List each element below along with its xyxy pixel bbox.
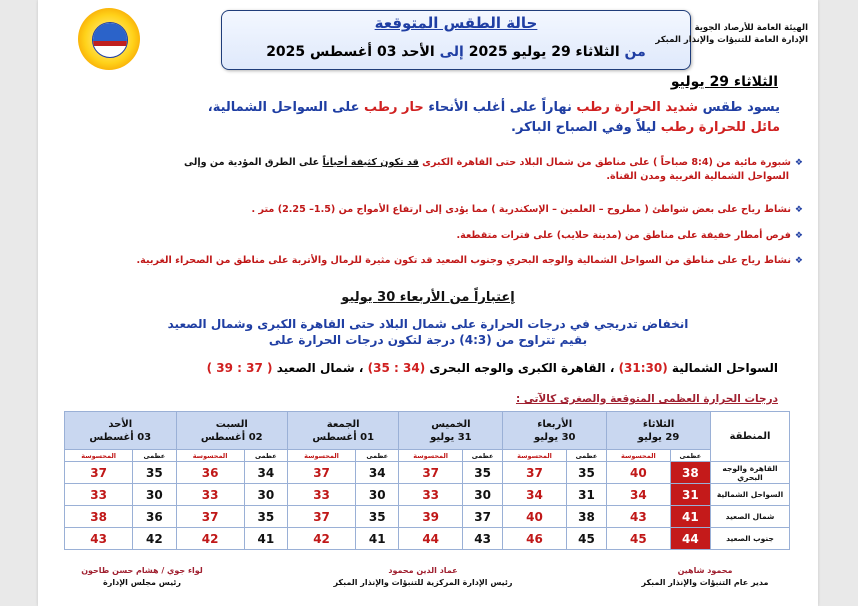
max-cell: 36 [133,506,176,528]
day1-summary: يسود طقس شديد الحرارة رطب نهاراً على أغلب الأنحاء حار رطب على السواحل الشمالية، مائل للحرارة رطب ليلاً وفي الصباح الباكر. [207,100,780,135]
bullet-fog: ❖شبورة مائية من (8:4 صباحاً ) على مناطق من شمال البلاد حتى القاهرة الكبرى قد تكون كثيفة أحياناً على الطرق المؤدية من وإلى السواحل الشمالية الغربية ومدن القناة. [184,157,803,182]
felt-cell: 36 [176,462,244,484]
region-cell: السواحل الشمالية [711,484,790,506]
felt-cell: 37 [399,462,463,484]
felt-label: المحسوسة [176,450,244,462]
day-header: الثلاثاء 29 يوليو [607,412,711,450]
max-cell: 35 [566,462,606,484]
table-subheader-row [65,450,790,462]
table-row [65,528,790,550]
day2-heading: إعتباراً من الأربعاء 30 يوليو [341,290,515,305]
day1-heading: الثلاثاء 29 يوليو [670,74,778,90]
felt-label: المحسوسة [287,450,355,462]
felt-cell: 34 [607,484,671,506]
max-cell: 38 [670,462,710,484]
felt-label: المحسوسة [607,450,671,462]
max-cell: 35 [462,462,502,484]
felt-cell: 42 [176,528,244,550]
max-label: عظمى [356,450,399,462]
felt-cell: 39 [399,506,463,528]
region-cell: جنوب الصعيد [711,528,790,550]
max-cell: 34 [356,462,399,484]
max-cell: 30 [133,484,176,506]
temperature-table [64,411,790,550]
max-label: عظمى [566,450,606,462]
max-cell: 37 [462,506,502,528]
max-cell: 35 [244,506,287,528]
signature-central-head: عماد الدين محمود رئيس الإدارة المركزية للتنبؤات والإنذار المبكر [333,566,513,587]
max-cell: 41 [670,506,710,528]
max-cell: 31 [566,484,606,506]
table-row [65,506,790,528]
day-header: السبت 02 أغسطس [176,412,287,450]
table-row [65,462,790,484]
max-label: عظمى [462,450,502,462]
date-range: من الثلاثاء 29 يوليو 2025 إلى الأحد 03 أغسطس 2025 [266,44,646,60]
signature-chairman: لواء جوي / هشام حسن طاحون رئيس مجلس الإدارة [81,566,203,587]
felt-cell: 37 [287,462,355,484]
table-header-row [65,412,790,450]
bullet-rain: ❖فرص أمطار خفيفة على مناطق من (مدينة حلايب) على فترات متقطعة. [456,230,803,241]
max-cell: 30 [356,484,399,506]
felt-cell: 34 [503,484,567,506]
day2-temperatures: السواحل الشمالية (31:30) ، القاهرة الكبرى والوجه البحرى (34 : 35) ، شمال الصعيد ( 37 : 39 ) [206,361,778,375]
max-cell: 30 [462,484,502,506]
region-cell: القاهرة والوجه البحري [711,462,790,484]
document-title: حالة الطقس المتوقعة [374,14,538,32]
table-title: درجات الحرارة العظمى المتوقعة والصغرى كالآتى : [515,393,778,405]
max-cell: 35 [356,506,399,528]
bullet-wind-dust: ❖نشاط رياح على مناطق من السواحل الشمالية والوجه البحري وجنوب الصعيد قد تكون مثيرة للرمال والأتربة على مناطق من الصحراء الغربية. [136,255,803,266]
max-label: عظمى [244,450,287,462]
region-cell: شمال الصعيد [711,506,790,528]
felt-cell: 37 [176,506,244,528]
max-cell: 44 [670,528,710,550]
forecast-document [38,0,818,606]
signature-general-manager: محمود شاهين مدير عام التنبؤات والإنذار المبكر [641,566,769,587]
felt-cell: 37 [287,506,355,528]
table-row [65,484,790,506]
max-cell: 30 [244,484,287,506]
day-header: الجمعة 01 أغسطس [287,412,398,450]
felt-label: المحسوسة [65,450,133,462]
max-cell: 45 [566,528,606,550]
max-cell: 31 [670,484,710,506]
max-label: عظمى [670,450,710,462]
day-header: الأربعاء 30 يوليو [503,412,607,450]
day2-section: إعتباراً من الأربعاء 30 يوليو انخفاض تدريجي في درجات الحرارة على شمال البلاد حتى القاهرة الكبرى وشمال الصعيد بقيم تتراوح من (4:3) درجة لتكون درجات الحرارة على [38,290,818,348]
max-cell: 43 [462,528,502,550]
max-cell: 41 [244,528,287,550]
max-cell: 38 [566,506,606,528]
ema-logo-icon [78,8,140,70]
title-box [221,10,691,70]
felt-cell: 40 [503,506,567,528]
felt-cell: 46 [503,528,567,550]
felt-cell: 33 [176,484,244,506]
felt-cell: 38 [65,506,133,528]
felt-cell: 40 [607,462,671,484]
max-cell: 34 [244,462,287,484]
felt-cell: 33 [399,484,463,506]
felt-cell: 37 [65,462,133,484]
max-cell: 35 [133,462,176,484]
felt-cell: 43 [607,506,671,528]
felt-cell: 45 [607,528,671,550]
max-cell: 42 [133,528,176,550]
felt-cell: 33 [65,484,133,506]
felt-label: المحسوسة [503,450,567,462]
bullet-wind-coast: ❖نشاط رياح على بعض شواطئ ( مطروح – العلمين – الإسكندرية ) مما يؤدى إلى ارتفاع الأمواج من (1.5– 2.25) متر . [251,204,803,215]
felt-cell: 33 [287,484,355,506]
felt-cell: 43 [65,528,133,550]
organization-name: الهيئة العامة للأرصاد الجوية الإدارة العامة للتنبؤات والإنذار المبكر [655,23,808,45]
day-header: الأحد 03 أغسطس [65,412,177,450]
felt-cell: 42 [287,528,355,550]
max-cell: 41 [356,528,399,550]
felt-cell: 37 [503,462,567,484]
max-label: عظمى [133,450,176,462]
felt-cell: 44 [399,528,463,550]
region-header: المنطقة [711,412,790,462]
day-header: الخميس 31 يوليو [399,412,503,450]
felt-label: المحسوسة [399,450,463,462]
